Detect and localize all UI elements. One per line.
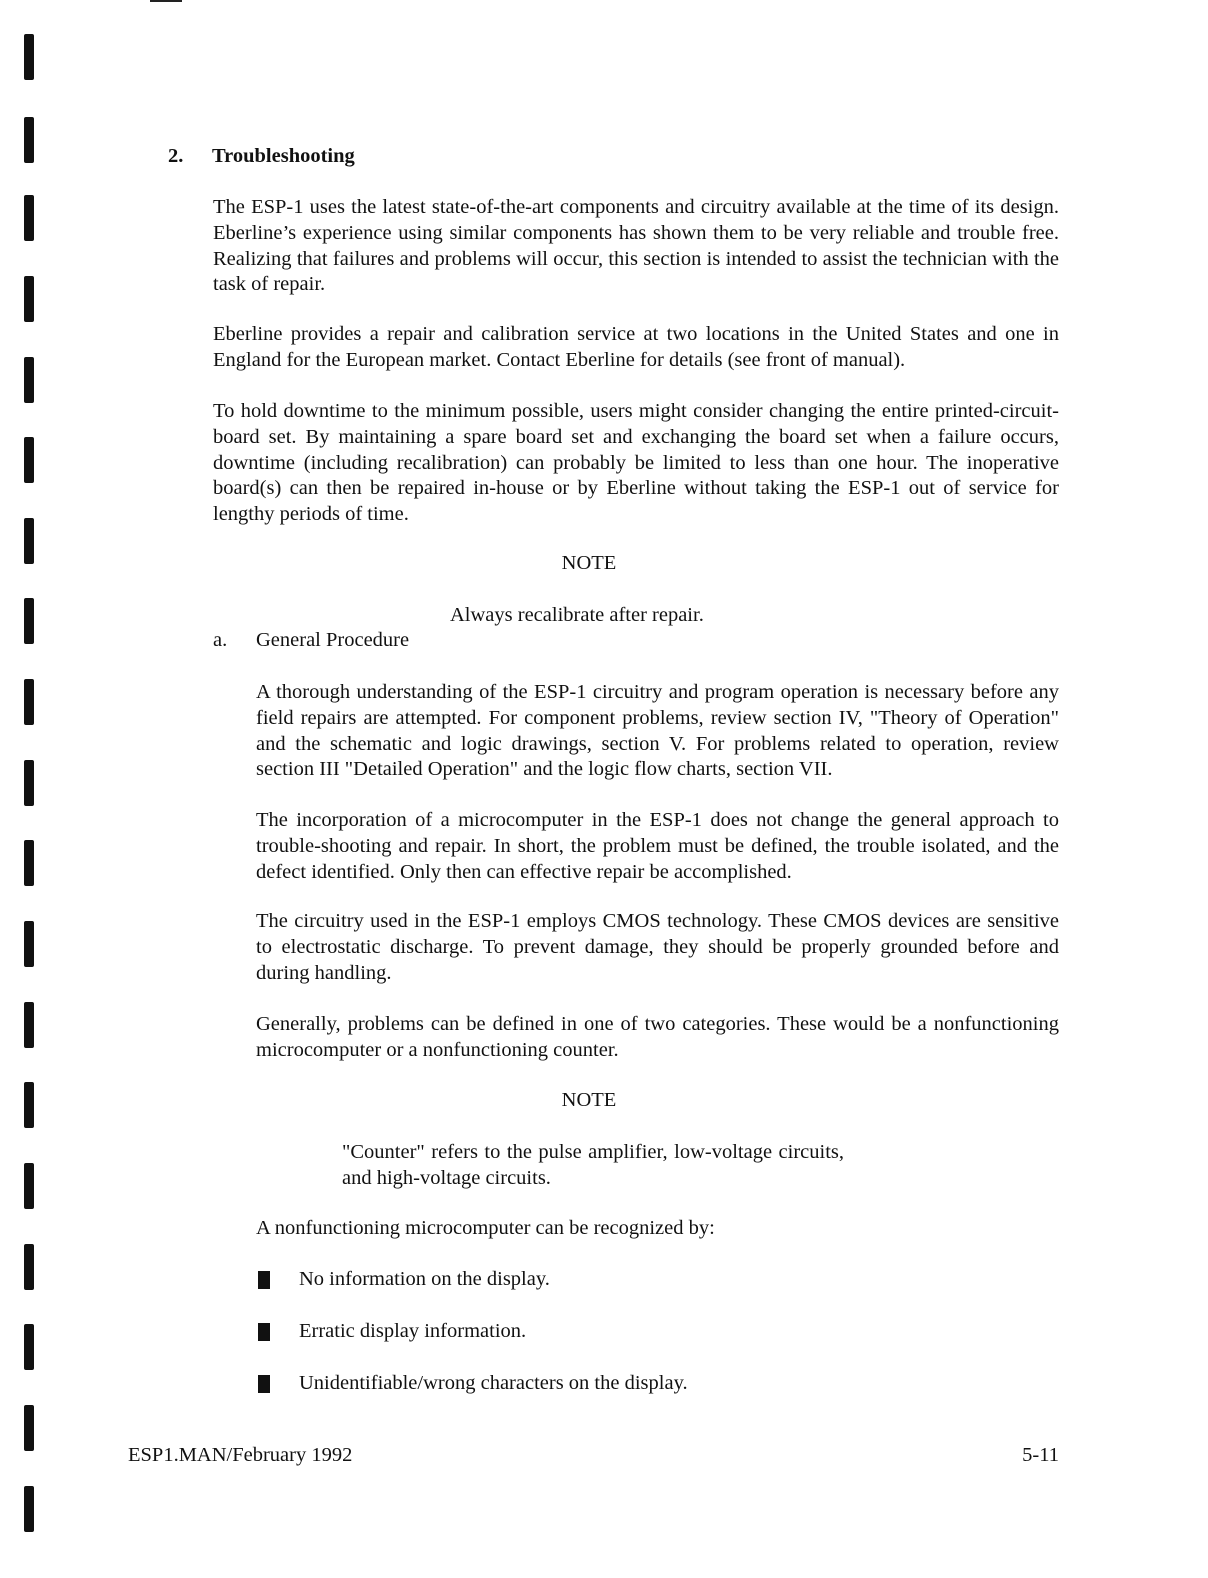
note-heading: NOTE bbox=[561, 1089, 617, 1111]
binder-mark bbox=[24, 195, 34, 241]
binder-mark bbox=[24, 1163, 34, 1209]
binder-mark bbox=[24, 357, 34, 403]
section-title: Troubleshooting bbox=[212, 145, 355, 167]
subsection-heading bbox=[213, 629, 409, 652]
binder-mark bbox=[24, 437, 34, 483]
list-item-text: Erratic display information. bbox=[299, 1320, 527, 1342]
square-bullet-icon bbox=[258, 1271, 270, 1289]
binder-hole-marks bbox=[0, 0, 60, 1578]
section-number: 2. bbox=[168, 145, 184, 167]
binder-mark bbox=[24, 598, 34, 644]
procedure-paragraph-1: A thorough understanding of the ESP-1 circuitry and program operation is necessary before any field repairs are attempted. For component problems, review section IV, "Theory of Operation" and the schematic and logic drawings, section V. For problems related to operation, review section III "Detailed Operation" and the logic flow charts, section VII. bbox=[256, 681, 1059, 781]
intro-paragraph-2: Eberline provides a repair and calibration service at two locations in the United States and one in England for the European market. Contact Eberline for details (see front of manual). bbox=[213, 323, 1059, 371]
note-text: Always recalibrate after repair. bbox=[450, 604, 704, 626]
binder-mark bbox=[24, 1324, 34, 1370]
binder-mark bbox=[24, 117, 34, 163]
procedure-paragraph-3: The circuitry used in the ESP-1 employs CMOS technology. These CMOS devices are sensitive to electrostatic discharge. To prevent damage, they should be properly grounded before and during handling. bbox=[256, 910, 1059, 984]
note-heading: NOTE bbox=[561, 552, 617, 574]
footer-document-id: ESP1.MAN/February 1992 bbox=[128, 1444, 353, 1466]
recognized-intro: A nonfunctioning microcomputer can be recognized by: bbox=[256, 1217, 715, 1239]
binder-mark bbox=[24, 34, 34, 80]
binder-mark bbox=[24, 921, 34, 967]
binder-mark bbox=[24, 1486, 34, 1532]
intro-paragraph-3: To hold downtime to the minimum possible, users might consider changing the entire printed-circuit-board set. By maintaining a spare board set and exchanging the board set when a failure occurs, downtime (including recalibration) can probably be limited to less than one hour. The inoperative board(s) can then be repaired in-house or by Eberline without taking the ESP-1 out of service for lengthy periods of time. bbox=[213, 400, 1059, 526]
binder-mark bbox=[24, 760, 34, 806]
footer-page-number: 5-11 bbox=[1022, 1444, 1059, 1466]
binder-mark bbox=[24, 679, 34, 725]
binder-mark bbox=[24, 1405, 34, 1451]
note-text: "Counter" refers to the pulse amplifier, low-voltage circuits, and high-voltage circuits. bbox=[342, 1141, 844, 1189]
square-bullet-icon bbox=[258, 1323, 270, 1341]
subsection-letter: a. bbox=[213, 629, 228, 651]
square-bullet-icon bbox=[258, 1375, 270, 1393]
subsection-title: General Procedure bbox=[256, 629, 410, 651]
binder-mark bbox=[24, 1002, 34, 1048]
list-item-text: Unidentifiable/wrong characters on the display. bbox=[299, 1372, 688, 1394]
intro-paragraph-1: The ESP-1 uses the latest state-of-the-art components and circuitry available at the time of its design. Eberline’s experience using similar components has shown them to be very reliable and trouble free. Realizing that failures and problems will occur, this section is intended to assist the technician with the task of repair. bbox=[213, 196, 1059, 296]
top-rule bbox=[150, 0, 182, 2]
list-item-text: No information on the display. bbox=[299, 1268, 550, 1290]
binder-mark bbox=[24, 840, 34, 886]
binder-mark bbox=[24, 1244, 34, 1290]
section-heading bbox=[168, 145, 355, 168]
binder-mark bbox=[24, 276, 34, 322]
procedure-paragraph-2: The incorporation of a microcomputer in the ESP-1 does not change the general approach to trouble-shooting and repair. In short, the problem must be defined, the trouble isolated, and the defect identified. Only then can effective repair be accomplished. bbox=[256, 809, 1059, 883]
procedure-paragraph-4: Generally, problems can be defined in one of two categories. These would be a nonfunctioning microcomputer or a nonfunctioning counter. bbox=[256, 1013, 1059, 1061]
